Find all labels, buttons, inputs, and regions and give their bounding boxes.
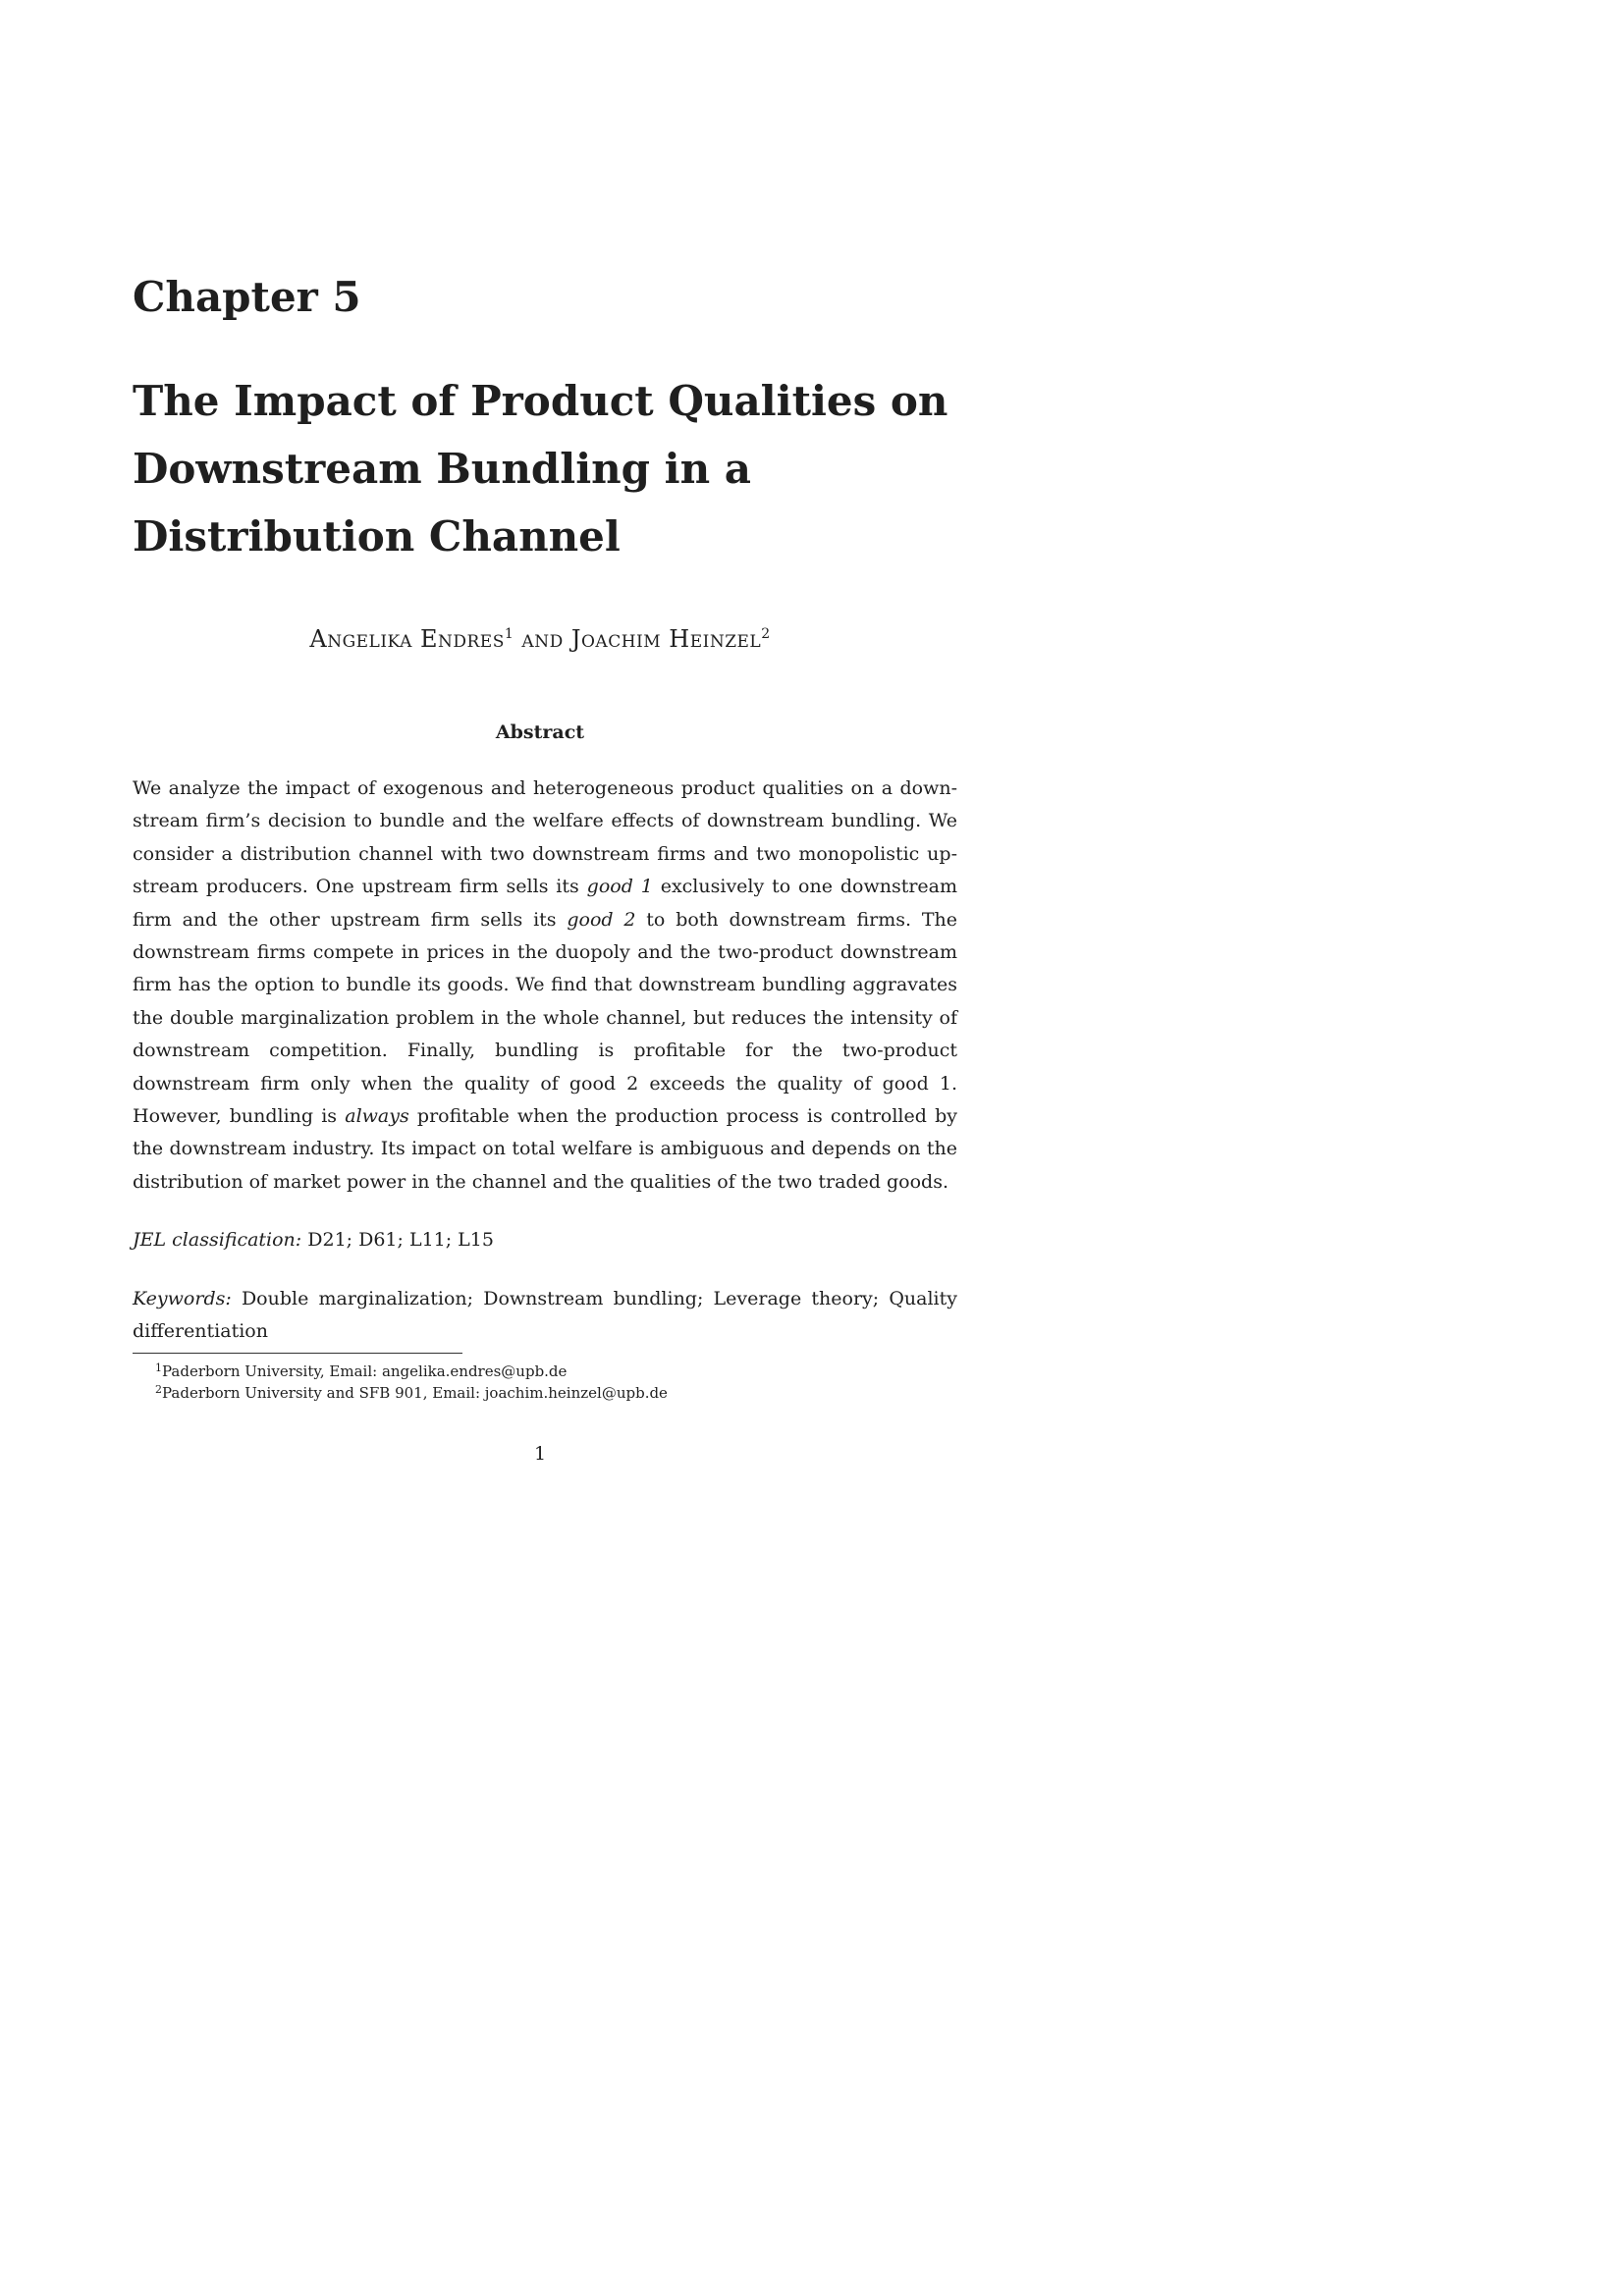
abstract-segment: to both downstream firms. The downstream firms compete in prices in the duopoly and the two-product downstream firm has the option to bundle its goods. We find that downstream bundling aggravates the double marginalization problem in the whole channel, but reduces the intensity of downstream competition. Finally, bundling is profitable for the two-product downstream firm only when the quality of good 2 exceeds the quality of good 1. However, bundling is <box>133 908 957 1128</box>
author-conjunction: and <box>521 625 564 653</box>
jel-label: JEL classification: <box>133 1229 302 1251</box>
author-line <box>0 618 1080 655</box>
title-line: Distribution Channel <box>133 512 621 561</box>
chapter-heading: Chapter 5 <box>133 273 361 321</box>
abstract-segment: profitable when the production process is controlled by the downstream industry. Its impact on total welfare is ambiguous and depends on the distribution of market power in the channel and the qualities of the two traded goods. <box>133 1105 957 1193</box>
footnote-mark: 2 <box>761 626 771 642</box>
author-name: Joachim Heinzel <box>570 625 762 653</box>
paper-page <box>0 0 1080 1526</box>
keywords <box>133 1283 957 1348</box>
abstract-emphasis: good 1 <box>586 876 653 898</box>
footnote-mark: 2 <box>155 1383 162 1396</box>
jel-codes: D21; D61; L11; L15 <box>307 1229 494 1251</box>
keywords-label: Keywords: <box>133 1288 232 1309</box>
abstract-emphasis: good 2 <box>567 908 636 931</box>
footnote-text: Paderborn University and SFB 901, Email: joachim.heinzel@upb.de <box>162 1384 668 1402</box>
footnote-text: Paderborn University, Email: angelika.endres@upb.de <box>162 1362 568 1380</box>
abstract-heading: Abstract <box>495 721 585 743</box>
footnote <box>155 1359 567 1381</box>
abstract-emphasis: always <box>345 1105 409 1128</box>
author-name: Angelika Endres <box>309 625 505 653</box>
abstract-segment: exclusively to one downstream firm and the other upstream firm sells its <box>133 876 957 931</box>
title-line: Downstream Bundling in a <box>133 445 751 493</box>
keywords-text: Double marginalization; Downstream bundling; Leverage theory; Quality differentiation <box>133 1288 957 1342</box>
title-line: The Impact of Product Qualities on <box>133 377 948 425</box>
abstract-text <box>133 773 957 1199</box>
footnote-mark: 1 <box>155 1362 162 1374</box>
footnote-divider <box>133 1353 462 1354</box>
footnote-mark: 1 <box>504 626 514 642</box>
jel-classification <box>133 1224 494 1256</box>
abstract-segment: We analyze the impact of exogenous and heterogeneous product qualities on a downstream firm’s decision to bundle and the welfare effects of downstream bundling. We consider a distribution channel with two downstream firms and two monopolistic upstream producers. One upstream firm sells its <box>133 777 957 898</box>
paper-title <box>133 371 967 574</box>
page-number: 1 <box>533 1443 547 1465</box>
footnote <box>155 1380 668 1403</box>
